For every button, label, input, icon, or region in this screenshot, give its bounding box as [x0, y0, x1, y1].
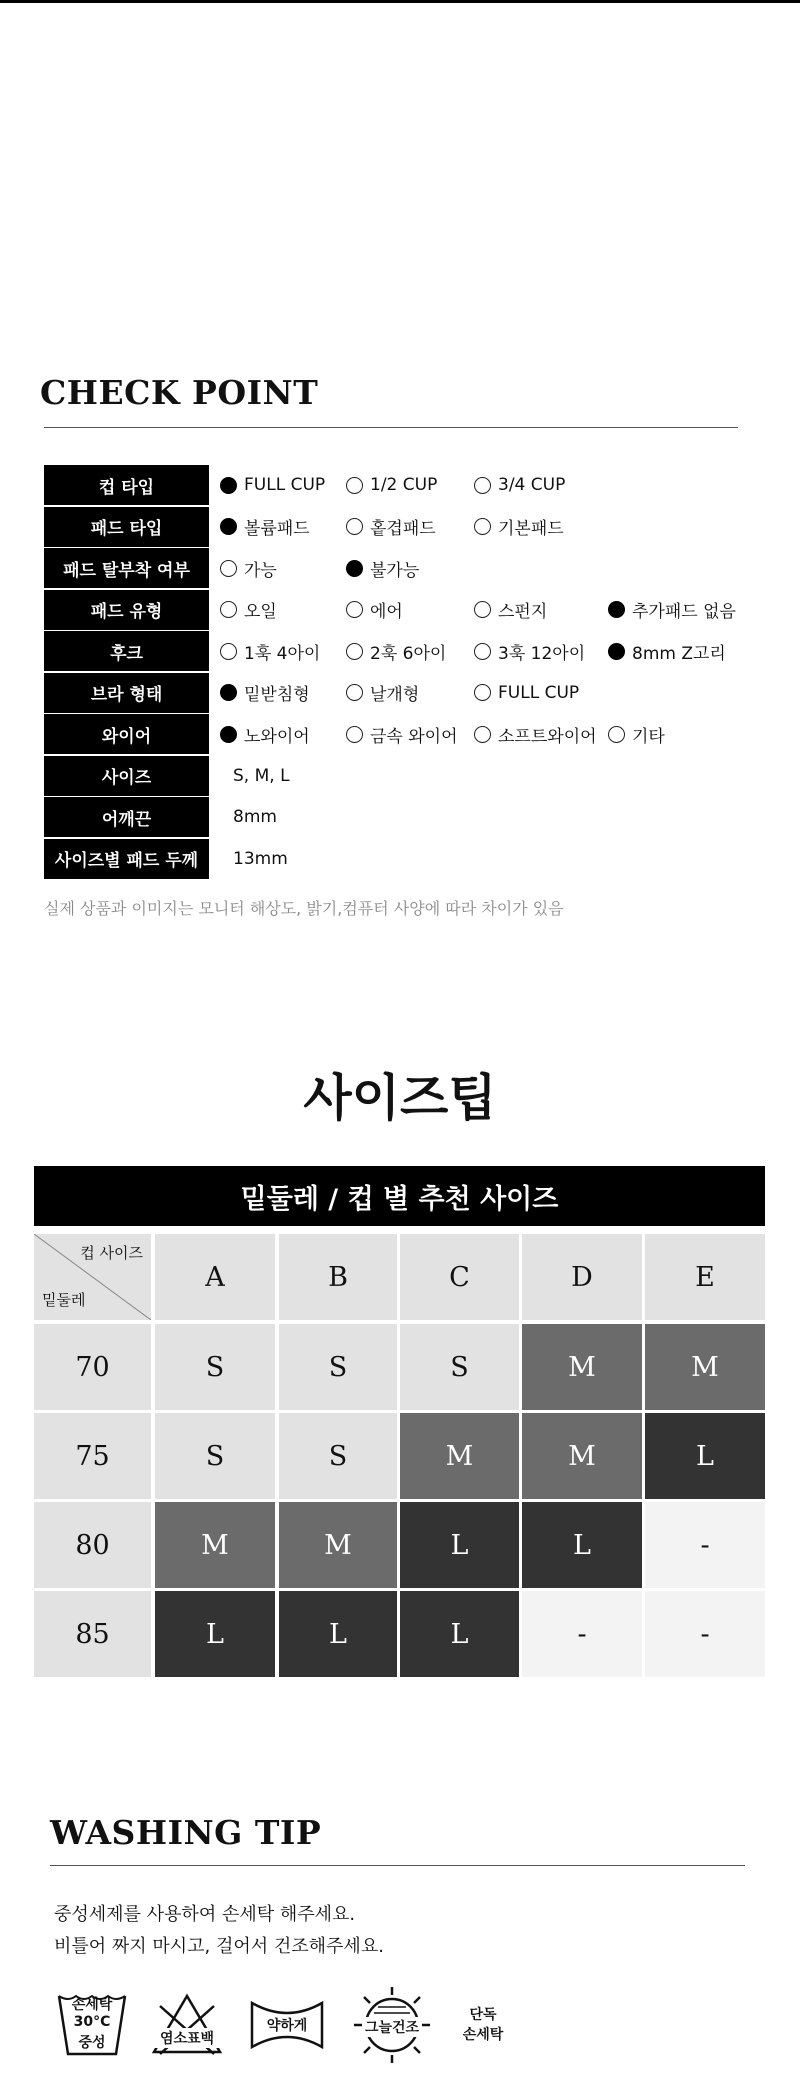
wash-separately-sub: 손세탁 — [462, 2027, 504, 2043]
size-tip-title: 사이즈팁 — [303, 1069, 497, 1127]
check-point-options — [209, 465, 800, 505]
radio-empty-icon — [220, 643, 237, 660]
hand-wash-temp: 30°C — [73, 2014, 111, 2030]
option-label: 소프트와이어 — [498, 726, 597, 747]
check-point-options — [209, 548, 800, 588]
check-point-option — [346, 631, 446, 671]
option-label: 1/2 CUP — [370, 475, 438, 495]
cup-header-cell: D — [522, 1234, 642, 1320]
option-label: 오일 — [244, 602, 277, 622]
radio-empty-icon — [346, 477, 363, 494]
washing-tip-title: WASHING TIP — [50, 1813, 322, 1852]
size-cell: L — [400, 1591, 519, 1677]
option-label: FULL CUP — [498, 682, 580, 703]
option-label: 추가패드 없음 — [632, 602, 736, 622]
option-label: 1훅 4아이 — [244, 643, 321, 664]
washing-instruction-2: 비틀어 짜지 마시고, 걸어서 건조해주세요. — [54, 1936, 384, 1957]
check-point-options — [209, 673, 800, 713]
check-point-option — [220, 673, 310, 713]
radio-filled-icon — [608, 601, 625, 618]
check-point-option — [474, 590, 547, 630]
radio-filled-icon — [220, 684, 237, 701]
radio-empty-icon — [474, 601, 491, 618]
check-point-value: S, M, L — [233, 765, 290, 786]
option-label: 8mm Z고리 — [632, 643, 726, 664]
option-label: 불가능 — [370, 560, 420, 581]
size-cell: L — [645, 1413, 765, 1499]
no-bleach-icon — [150, 1990, 224, 2064]
check-point-value: 13mm — [233, 848, 288, 869]
radio-empty-icon — [346, 643, 363, 660]
check-point-options — [209, 756, 800, 796]
size-cell: L — [279, 1591, 397, 1677]
radio-empty-icon — [474, 643, 491, 660]
shade-dry-label: 그늘건조 — [362, 2017, 422, 2037]
band-header-cell: 75 — [34, 1413, 151, 1499]
check-point-option — [220, 548, 277, 588]
option-label: 날개형 — [370, 685, 420, 705]
radio-filled-icon — [220, 726, 237, 743]
radio-empty-icon — [474, 726, 491, 743]
check-point-label: 패드 탈부착 여부 — [44, 548, 209, 588]
check-point-option — [346, 507, 436, 547]
cup-header-cell: C — [400, 1234, 519, 1320]
cup-header-cell: E — [645, 1234, 765, 1320]
corner-band-label: 밑둘레 — [42, 1291, 86, 1309]
size-cell: M — [400, 1413, 519, 1499]
check-point-option — [220, 631, 320, 671]
size-cell: - — [522, 1591, 642, 1677]
shade-dry-icon — [352, 1985, 432, 2069]
option-label: 금속 와이어 — [370, 726, 458, 747]
radio-empty-icon — [608, 726, 625, 743]
check-point-option — [608, 714, 665, 754]
size-cell: S — [279, 1324, 397, 1410]
cup-header-cell: B — [279, 1234, 397, 1320]
check-point-option — [220, 590, 277, 630]
hand-wash-label: 손세탁 — [71, 1997, 113, 2013]
radio-filled-icon — [346, 560, 363, 577]
check-point-option — [474, 714, 597, 754]
gentle-wring-icon — [248, 1995, 326, 2059]
size-table-title: 밑둘레 / 컵 별 추천 사이즈 — [34, 1166, 765, 1226]
size-cell: S — [155, 1413, 275, 1499]
check-point-row — [44, 756, 800, 796]
radio-empty-icon — [346, 726, 363, 743]
band-header-cell: 70 — [34, 1324, 151, 1410]
check-point-option — [346, 590, 403, 630]
radio-empty-icon — [474, 684, 491, 701]
size-cell: M — [522, 1413, 642, 1499]
gentle-wring-label: 약하게 — [266, 2018, 308, 2034]
band-header-cell: 80 — [34, 1502, 151, 1588]
radio-empty-icon — [220, 601, 237, 618]
size-cell: L — [400, 1502, 519, 1588]
check-point-option — [474, 673, 579, 713]
check-point-divider — [44, 427, 738, 428]
wash-separately-icon — [448, 2004, 518, 2044]
option-label: 3/4 CUP — [498, 475, 566, 495]
check-point-option — [346, 465, 437, 505]
check-point-label: 사이즈 — [44, 756, 209, 796]
radio-empty-icon — [474, 477, 491, 494]
check-point-label: 컵 타입 — [44, 465, 209, 505]
size-cell: S — [400, 1324, 519, 1410]
check-point-label: 패드 유형 — [44, 590, 209, 630]
top-border — [0, 0, 800, 3]
size-cell: M — [522, 1324, 642, 1410]
check-point-row — [44, 590, 800, 630]
radio-filled-icon — [220, 518, 237, 535]
option-label: 3훅 12아이 — [498, 643, 586, 664]
check-point-row — [44, 797, 800, 837]
check-point-option — [474, 631, 585, 671]
option-label: FULL CUP — [244, 475, 326, 495]
washing-tip-divider — [50, 1865, 745, 1866]
option-label: 기타 — [632, 726, 665, 747]
check-point-options — [209, 631, 800, 671]
radio-empty-icon — [474, 518, 491, 535]
radio-filled-icon — [608, 643, 625, 660]
radio-empty-icon — [346, 601, 363, 618]
check-point-row — [44, 631, 800, 671]
radio-empty-icon — [346, 684, 363, 701]
check-point-label: 후크 — [44, 631, 209, 671]
check-point-option — [220, 465, 325, 505]
band-header-cell: 85 — [34, 1591, 151, 1677]
option-label: 에어 — [370, 602, 403, 622]
option-label: 노와이어 — [244, 726, 310, 747]
washing-instruction-1: 중성세제를 사용하여 손세탁 해주세요. — [54, 1904, 356, 1925]
size-cell: S — [279, 1413, 397, 1499]
size-cell: L — [155, 1591, 275, 1677]
check-point-row — [44, 548, 800, 588]
check-point-row — [44, 465, 800, 505]
check-point-row — [44, 714, 800, 754]
check-point-option — [346, 673, 419, 713]
option-label: 홑겹패드 — [370, 519, 436, 539]
check-point-option — [608, 631, 726, 671]
size-cell: - — [645, 1502, 765, 1588]
check-point-option — [608, 590, 736, 630]
check-point-label: 어깨끈 — [44, 797, 209, 837]
check-point-row — [44, 507, 800, 547]
check-point-label: 패드 타입 — [44, 507, 209, 547]
check-point-options — [209, 507, 800, 547]
check-point-option — [220, 507, 310, 547]
check-point-option — [346, 714, 458, 754]
check-point-label: 사이즈별 패드 두께 — [44, 839, 209, 879]
no-bleach-label: 염소표백 — [150, 2028, 224, 2048]
check-point-option — [346, 548, 419, 588]
hand-wash-neutral: 중성 — [78, 2035, 106, 2051]
option-label: 가능 — [244, 560, 277, 581]
size-cell: M — [645, 1324, 765, 1410]
size-cell: - — [645, 1591, 765, 1677]
check-point-options — [209, 839, 800, 879]
check-point-options — [209, 797, 800, 837]
option-label: 볼륨패드 — [244, 519, 310, 539]
radio-empty-icon — [346, 518, 363, 535]
radio-filled-icon — [220, 477, 237, 494]
check-point-option — [474, 507, 564, 547]
check-point-option — [474, 465, 565, 505]
cup-header-cell: A — [155, 1234, 275, 1320]
option-label: 2훅 6아이 — [370, 643, 447, 664]
wash-separately-label: 단독 — [469, 2007, 497, 2023]
check-point-options — [209, 590, 800, 630]
check-point-value: 8mm — [233, 807, 277, 827]
corner-cup-label: 컵 사이즈 — [80, 1244, 143, 1262]
size-cell: S — [155, 1324, 275, 1410]
check-point-title: CHECK POINT — [40, 373, 319, 412]
hand-wash-icon — [56, 1990, 128, 2064]
option-label: 기본패드 — [498, 519, 564, 539]
check-point-row — [44, 839, 800, 879]
option-label: 스펀지 — [498, 602, 548, 622]
check-point-option — [220, 714, 310, 754]
check-point-label: 와이어 — [44, 714, 209, 754]
option-label: 밑받침형 — [244, 685, 310, 705]
size-cell: M — [155, 1502, 275, 1588]
disclaimer-text: 실제 상품과 이미지는 모니터 해상도, 밝기,컴퓨터 사양에 따라 차이가 있음 — [44, 899, 564, 918]
size-cell: L — [522, 1502, 642, 1588]
check-point-row — [44, 673, 800, 713]
radio-empty-icon — [220, 560, 237, 577]
check-point-options — [209, 714, 800, 754]
check-point-label: 브라 형태 — [44, 673, 209, 713]
size-table-corner — [34, 1234, 151, 1320]
size-cell: M — [279, 1502, 397, 1588]
